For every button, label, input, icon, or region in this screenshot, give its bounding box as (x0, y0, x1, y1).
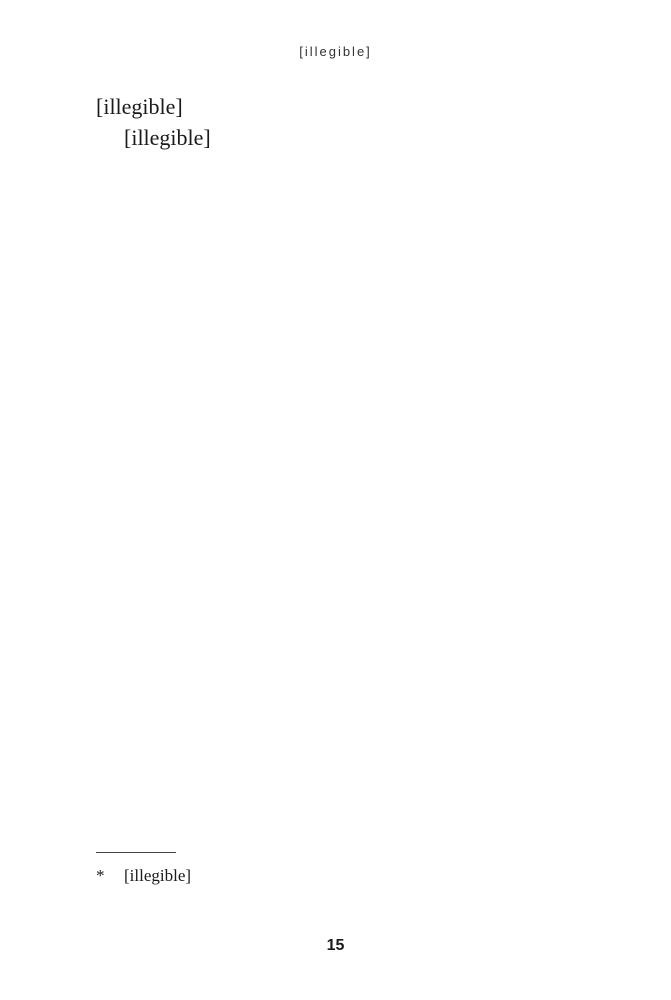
footnote-divider (96, 852, 176, 853)
paragraph: [illegible] (96, 94, 183, 119)
footnote-marker: * (96, 866, 105, 885)
footnote (96, 864, 584, 887)
paragraph: [illegible] (124, 124, 211, 150)
page-number: 15 (326, 937, 345, 954)
body-text (96, 92, 584, 153)
running-header: [illegible] (299, 44, 372, 59)
footnote-text: [illegible] (124, 866, 192, 885)
